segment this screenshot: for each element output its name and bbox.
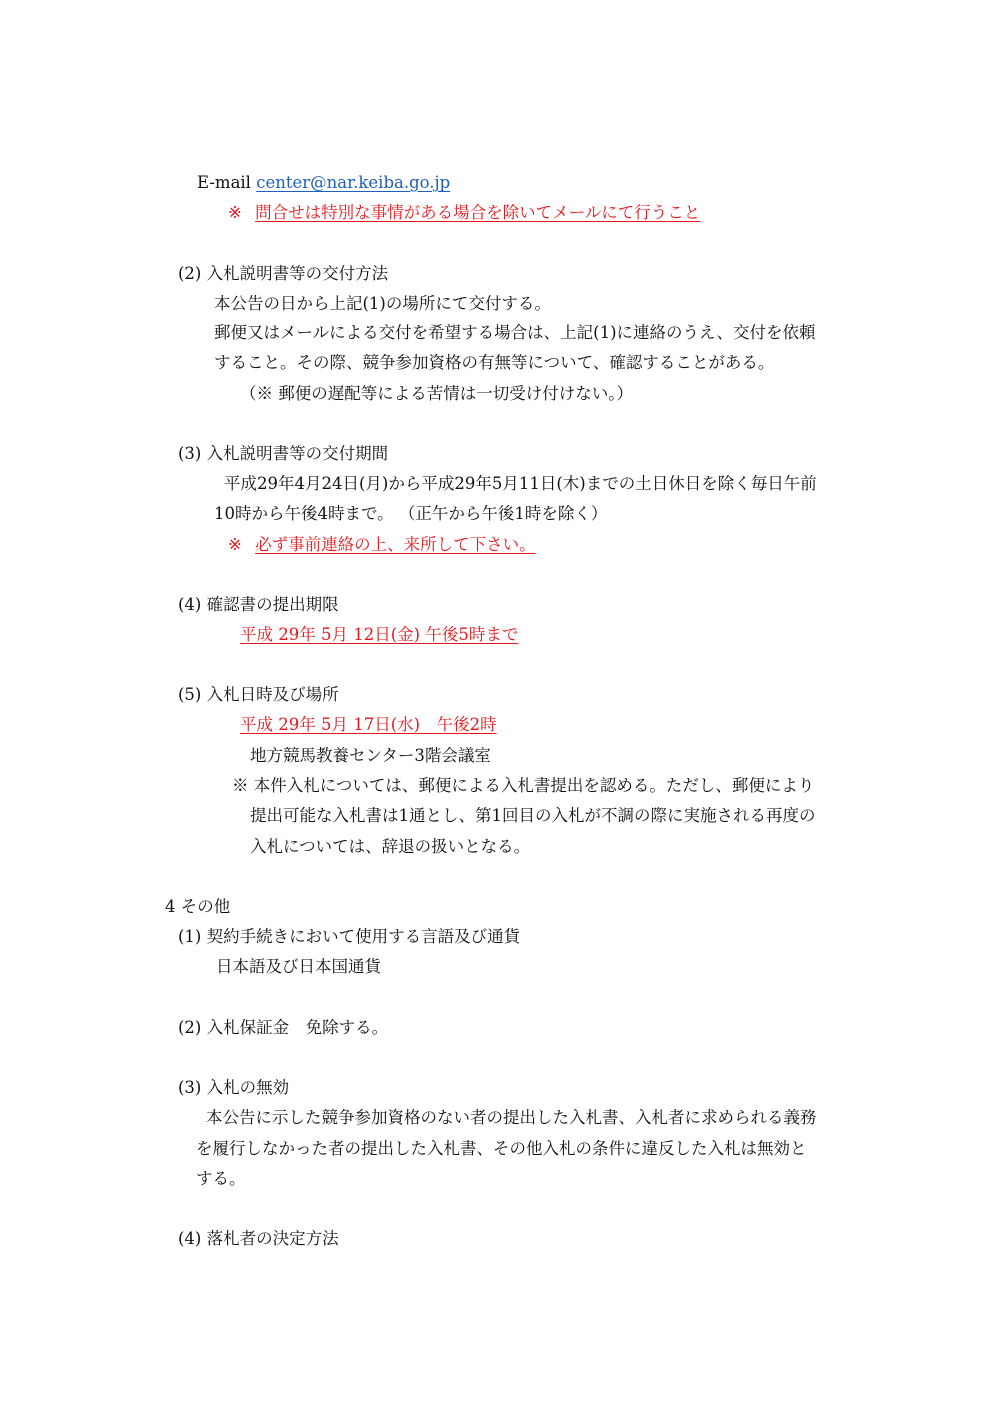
- contact-note: [228, 202, 700, 224]
- paragraph-line: （※ 郵便の遅配等による苦情は一切受け付けない。）: [240, 384, 633, 403]
- email-link[interactable]: center@nar.keiba.go.jp: [256, 173, 451, 192]
- paragraph-line: 入札については、辞退の扱いとなる。: [250, 837, 531, 856]
- section-heading: (3) 入札説明書等の交付期間: [178, 444, 389, 463]
- paragraph-line: する。: [196, 1169, 246, 1188]
- email-label: E-mail: [197, 173, 251, 192]
- note-text: 問合せは特別な事情がある場合を除いてメールにて行うこと: [255, 203, 701, 222]
- section-note: [228, 534, 536, 556]
- paragraph-line: ※ 本件入札については、郵便による入札書提出を認める。ただし、郵便により: [232, 776, 815, 795]
- paragraph-line: すること。その際、競争参加資格の有無等について、確認することがある。: [214, 353, 775, 372]
- section-heading: (2) 入札保証金 免除する。: [178, 1018, 389, 1037]
- section-heading: (5) 入札日時及び場所: [178, 685, 339, 704]
- bid-datetime: 平成 29年 5月 17日(水) 午後2時: [240, 715, 497, 734]
- paragraph-line: 本公告の日から上記(1)の場所にて交付する。: [214, 294, 551, 313]
- contact-email-row: [197, 172, 450, 194]
- section-heading: (2) 入札説明書等の交付方法: [178, 264, 389, 283]
- paragraph-line: 郵便又はメールによる交付を希望する場合は、上記(1)に連絡のうえ、交付を依頼: [214, 323, 816, 342]
- paragraph-line: 提出可能な入札書は1通とし、第1回目の入札が不調の際に実施される再度の: [250, 806, 816, 825]
- section-heading: (1) 契約手続きにおいて使用する言語及び通貨: [178, 927, 521, 946]
- section-heading: (4) 落札者の決定方法: [178, 1229, 339, 1248]
- note-mark: ※: [228, 203, 242, 222]
- paragraph-line: 本公告に示した競争参加資格のない者の提出した入札書、入札者に求められる義務: [206, 1108, 817, 1127]
- paragraph-line: 10時から午後4時まで。 （正午から午後1時を除く）: [214, 504, 608, 523]
- note-text: 必ず事前連絡の上、来所して下さい。: [255, 535, 536, 554]
- deadline-text: 平成 29年 5月 12日(金) 午後5時まで: [240, 625, 519, 644]
- paragraph-line: を履行しなかった者の提出した入札書、その他入札の条件に違反した入札は無効と: [196, 1139, 807, 1158]
- chapter-heading: 4 その他: [165, 897, 231, 916]
- paragraph-line: 日本語及び日本国通貨: [216, 957, 381, 976]
- note-mark: ※: [228, 535, 242, 554]
- paragraph-line: 平成29年4月24日(月)から平成29年5月11日(木)までの土日休日を除く毎日午前: [224, 474, 817, 493]
- bid-place: 地方競馬教養センター3階会議室: [250, 746, 491, 765]
- section-heading: (4) 確認書の提出期限: [178, 595, 339, 614]
- section-heading: (3) 入札の無効: [178, 1078, 290, 1097]
